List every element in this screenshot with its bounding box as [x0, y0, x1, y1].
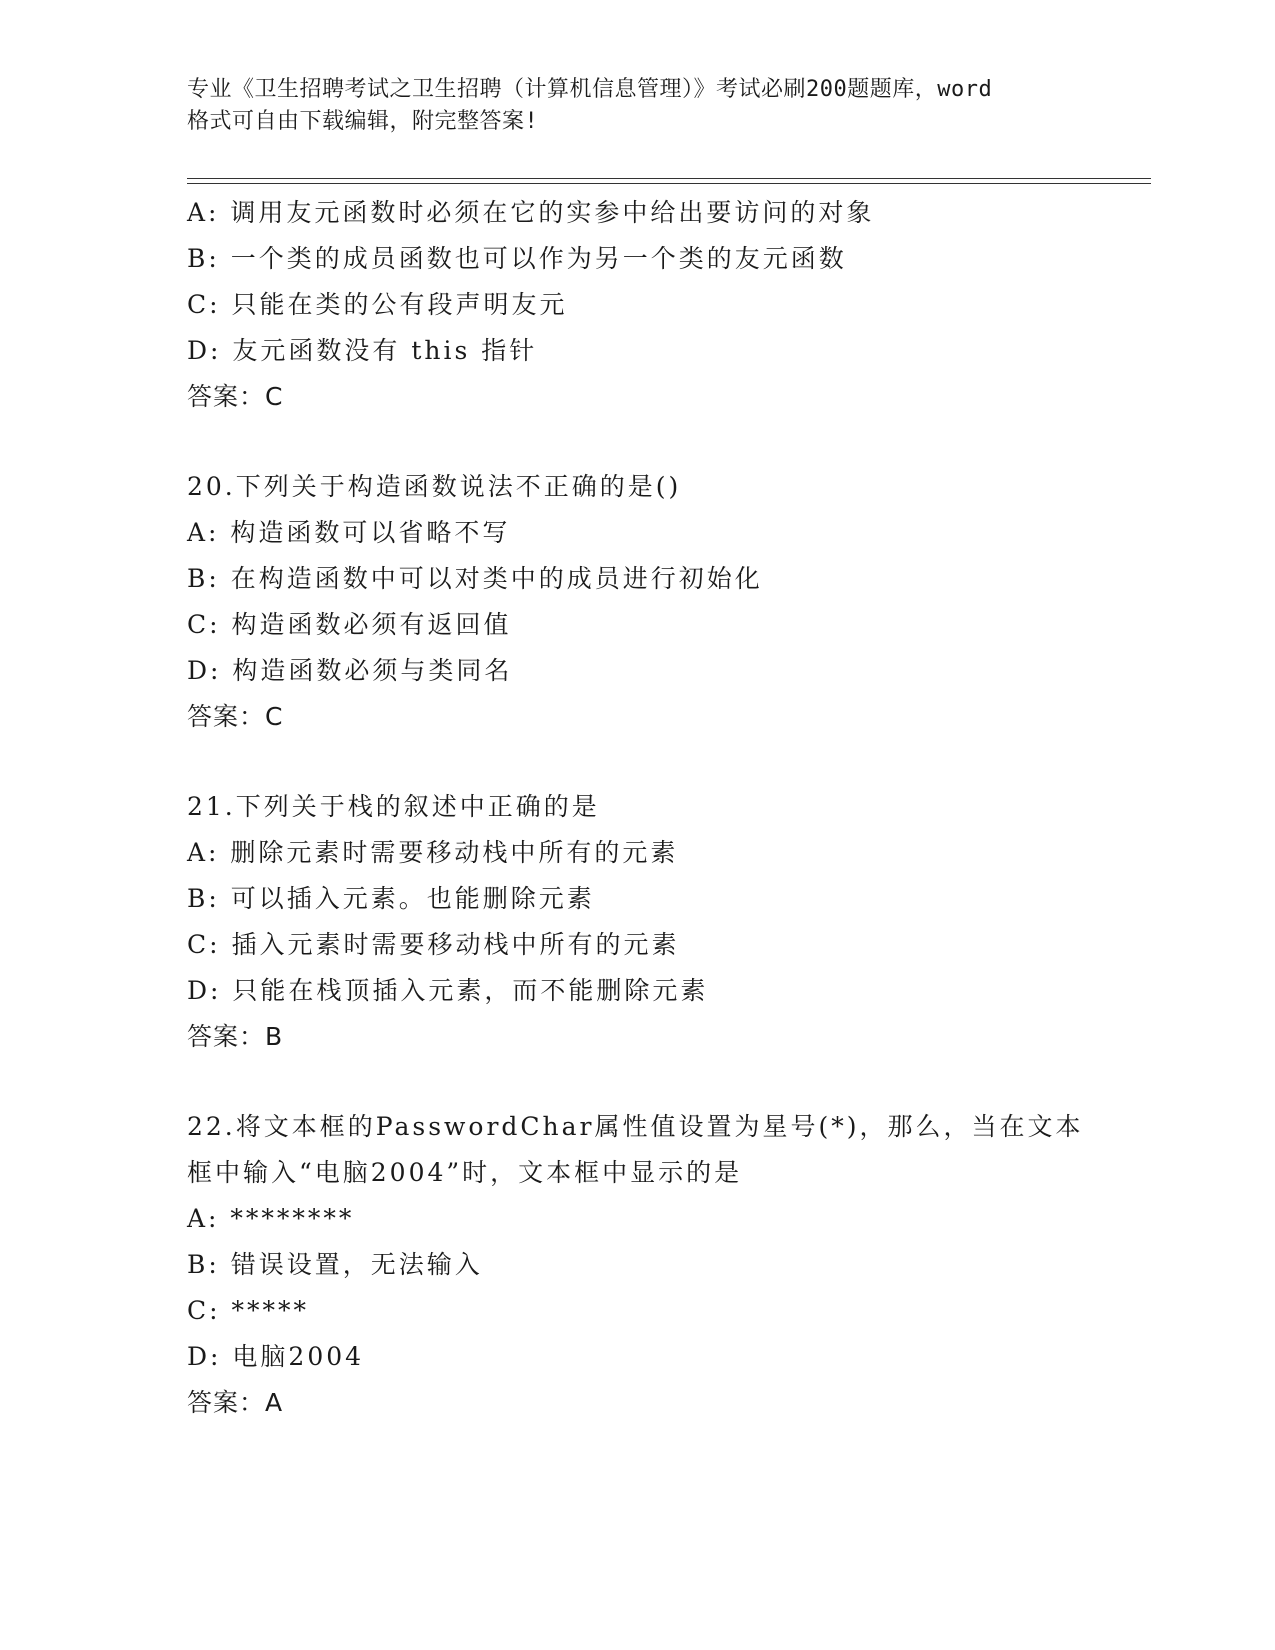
- option-b: B: 可以插入元素。也能删除元素: [187, 884, 595, 913]
- question-text-line2: 框中输入“电脑2004”时，文本框中显示的是: [187, 1158, 743, 1187]
- option-c: C: 构造函数必须有返回值: [187, 610, 512, 639]
- header-title-line2: 格式可自由下载编辑，附完整答案!: [187, 109, 539, 134]
- header-divider-bottom: [187, 183, 1151, 184]
- answer-line: 答案：C: [187, 382, 284, 411]
- option-a: A: 构造函数可以省略不写: [187, 518, 511, 547]
- question-text-line1: 22.将文本框的PasswordChar属性值设置为星号(*)，那么，当在文本: [187, 1112, 1084, 1141]
- option-a: A: 删除元素时需要移动栈中所有的元素: [187, 838, 679, 867]
- question-text: 21.下列关于栈的叙述中正确的是: [187, 792, 600, 821]
- option-a: A: 调用友元函数时必须在它的实参中给出要访问的对象: [187, 198, 875, 227]
- question-21: [187, 784, 1087, 1060]
- answer-line: 答案：B: [187, 1022, 284, 1051]
- option-b: B: 一个类的成员函数也可以作为另一个类的友元函数: [187, 244, 847, 273]
- question-text: 20.下列关于构造函数说法不正确的是(): [187, 472, 682, 501]
- option-d: D: 友元函数没有 this 指针: [187, 336, 538, 365]
- spacer: [187, 420, 1087, 464]
- answer-line: 答案：A: [187, 1388, 284, 1417]
- spacer: [187, 740, 1087, 784]
- option-a: A: ********: [187, 1204, 355, 1233]
- header-divider-top: [187, 178, 1151, 179]
- question-19: [187, 190, 1087, 420]
- option-d: D: 只能在栈顶插入元素，而不能删除元素: [187, 976, 709, 1005]
- question-22: [187, 1104, 1087, 1426]
- answer-line: 答案：C: [187, 702, 284, 731]
- option-c: C: 插入元素时需要移动栈中所有的元素: [187, 930, 680, 959]
- option-d: D: 电脑2004: [187, 1342, 365, 1371]
- option-b: B: 错误设置，无法输入: [187, 1250, 483, 1279]
- option-b: B: 在构造函数中可以对类中的成员进行初始化: [187, 564, 763, 593]
- option-c: C: *****: [187, 1296, 309, 1325]
- question-20: [187, 464, 1087, 740]
- question-list: [187, 190, 1087, 1426]
- header-title-line1: 专业《卫生招聘考试之卫生招聘（计算机信息管理）》考试必刷200题题库，word: [187, 77, 993, 102]
- document-header: [187, 74, 1087, 138]
- option-c: C: 只能在类的公有段声明友元: [187, 290, 568, 319]
- spacer: [187, 1060, 1087, 1104]
- option-d: D: 构造函数必须与类同名: [187, 656, 513, 685]
